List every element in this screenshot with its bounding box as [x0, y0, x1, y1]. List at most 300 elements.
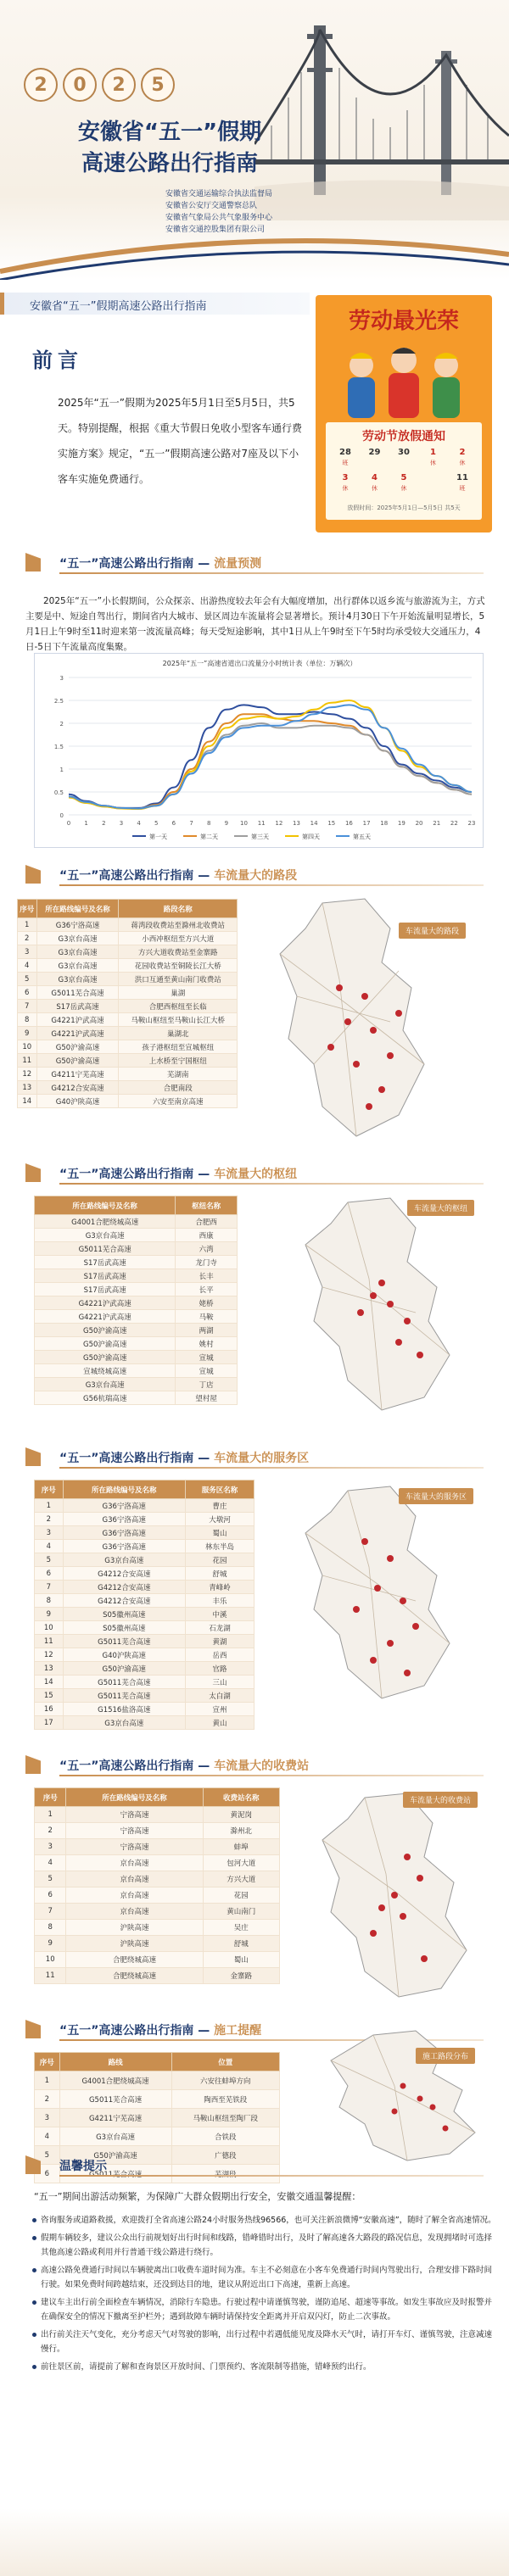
table-row [18, 986, 238, 1000]
table-row [35, 1242, 238, 1256]
section-prefix: “五一”高速公路出行指南 — [59, 1168, 215, 1181]
chart-legend [132, 833, 371, 840]
tip-item: 咨询服务或道路救援，欢迎拨打全省高速公路24小时服务热线96566，也可关注新浪微博“安徽高速”，随时了解全省高速情况。 [32, 2213, 497, 2228]
calendar-day: 3 [342, 473, 349, 482]
table-cell: 7 [18, 1000, 37, 1013]
calendar-mark: 休 [400, 485, 407, 492]
table-cell: 11 [35, 1968, 66, 1984]
section-prefix: “五一”高速公路出行指南 — [59, 557, 215, 571]
section-marker-icon [25, 865, 41, 884]
table-cell: 六湾 [176, 1242, 238, 1256]
section-key: 流量预测 [214, 557, 262, 571]
table-cell: 方兴大道 [203, 1871, 279, 1887]
table-cell: G5011芜合高速 [63, 1676, 185, 1689]
section-marker-icon [25, 1163, 41, 1182]
services-table [34, 1480, 255, 1730]
table-cell: 1 [35, 1499, 64, 1513]
table-cell: 两湖 [176, 1324, 238, 1337]
table-cell: 蜀山 [185, 1526, 254, 1540]
x-tick-label: 2 [102, 820, 106, 827]
table-cell: 吴庄 [203, 1920, 279, 1936]
table-cell: S05徽州高速 [63, 1621, 185, 1635]
table-cell: 望村屋 [176, 1391, 238, 1405]
table-cell: 合铁段 [171, 2127, 279, 2146]
table-cell: 舒城 [203, 1936, 279, 1952]
table-cell: 巢湖北 [119, 1027, 238, 1040]
table-row [18, 1081, 238, 1095]
table-cell: G5011芜合高速 [36, 986, 119, 1000]
section-header-services [25, 1446, 501, 1468]
section-prefix: “五一”高速公路出行指南 — [59, 2024, 215, 2038]
table-cell: 宣城 [176, 1364, 238, 1378]
x-tick-label: 21 [433, 820, 441, 827]
table-cell: G3京台高速 [63, 1716, 185, 1730]
calendar-mark: 休 [430, 460, 436, 466]
table-cell: 龙门寺 [176, 1256, 238, 1269]
table-header: 服务区名称 [185, 1480, 254, 1499]
section-underline [59, 1467, 484, 1469]
flow-chart-svg [35, 654, 484, 849]
services-map [297, 1482, 467, 1703]
table-row [35, 1648, 255, 1662]
map-label: 车流量大的路段 [399, 923, 466, 939]
table-cell: 11 [35, 1635, 64, 1648]
table-row [18, 918, 238, 932]
section-marker-icon [25, 1755, 41, 1774]
table-row [35, 1256, 238, 1269]
table-cell: 太白湖 [185, 1689, 254, 1703]
calendar-title: 劳动节放假通知 [362, 430, 445, 443]
table-row [35, 1540, 255, 1553]
table-cell: G4211宁芜高速 [59, 2109, 171, 2127]
holiday-poster [316, 295, 492, 532]
calendar-row [334, 448, 473, 457]
table-row [35, 1594, 255, 1608]
legend-label: 第三天 [251, 834, 269, 840]
table-cell: G56杭瑞高速 [35, 1391, 176, 1405]
table-cell: 8 [35, 1920, 66, 1936]
section-header-tips [25, 2154, 501, 2176]
x-tick-label: 5 [154, 820, 159, 827]
calendar-mark: 班 [342, 460, 349, 466]
table-header: 所在路线编号及名称 [36, 900, 119, 918]
section-key: 施工提醒 [214, 2024, 262, 2038]
table-row [35, 1337, 238, 1351]
map-label: 车流量大的服务区 [399, 1488, 473, 1504]
x-tick-label: 6 [171, 820, 176, 827]
table-cell: 合肥南段 [119, 1081, 238, 1095]
section-prefix: “五一”高速公路出行指南 — [59, 1452, 215, 1465]
table-cell: 宣城 [176, 1351, 238, 1364]
table-cell: 10 [35, 1621, 64, 1635]
table-cell: G50沪渝高速 [35, 1324, 176, 1337]
table-cell: 马鞍山枢纽至陶厂段 [171, 2109, 279, 2127]
section-banner [0, 293, 310, 315]
table-cell: 青峰岭 [185, 1581, 254, 1594]
section-key: 车流量大的收费站 [214, 1759, 310, 1773]
chart-lines [69, 700, 472, 809]
year-digit: 5 [141, 68, 175, 102]
y-tick-label: 2 [59, 721, 64, 728]
table-cell: 京台高速 [66, 1904, 203, 1920]
table-cell: G50沪渝高速 [35, 1337, 176, 1351]
table-cell: 长平 [176, 1283, 238, 1296]
x-tick-label: 7 [189, 820, 193, 827]
table-cell: 马鞍 [176, 1310, 238, 1324]
table-cell: G40沪陕高速 [63, 1648, 185, 1662]
table-row [35, 1391, 238, 1405]
hubs-map [297, 1194, 467, 1414]
table-row [18, 959, 238, 973]
table-row [18, 1054, 238, 1068]
page-subtitle: 高速公路出行指南 [81, 151, 258, 176]
tips-intro: “五一”期间出游活动频繁，为保障广大群众假期出行安全，安徽交通温馨提醒： [34, 2191, 361, 2202]
table-cell: S17岳武高速 [35, 1269, 176, 1283]
section-header-flow [25, 551, 501, 573]
section-title [59, 1449, 309, 1466]
table-cell: G36宁洛高速 [63, 1513, 185, 1526]
table-cell: 方兴大道收费站至金寨路 [119, 945, 238, 959]
table-cell: S17岳武高速 [35, 1256, 176, 1269]
table-header: 所在路线编号及名称 [66, 1788, 203, 1807]
section-title [59, 867, 297, 884]
table-row [35, 1351, 238, 1364]
table-cell: S17岳武高速 [35, 1283, 176, 1296]
tolls-map [314, 1789, 484, 2001]
table-cell: 6 [35, 2165, 60, 2183]
table-cell: 上水桥至宁国枢纽 [119, 1054, 238, 1068]
x-tick-label: 14 [310, 820, 318, 827]
table-cell: G36宁洛高速 [63, 1526, 185, 1540]
calendar-row-sub [334, 484, 473, 493]
table-cell: G3京台高速 [63, 1553, 185, 1567]
section-title [59, 1165, 297, 1182]
table-cell: 5 [18, 973, 37, 986]
table-cell: 岳西 [185, 1648, 254, 1662]
x-tick-label: 0 [66, 820, 71, 827]
table-row [35, 2127, 280, 2146]
tolls-table [34, 1787, 280, 1984]
chart-title: 2025年“五一”高速省道出口流量分小时统计表（单位：万辆次） [162, 660, 357, 667]
calendar-day: 30 [398, 448, 410, 457]
map-label: 施工路段分布 [416, 2048, 475, 2064]
table-cell: G1516盐洛高速 [63, 1703, 185, 1716]
calendar-day: 28 [339, 448, 351, 457]
table-row [35, 2071, 280, 2090]
table-header: 序号 [35, 1788, 66, 1807]
table-row [35, 1567, 255, 1581]
x-tick-label: 13 [293, 820, 300, 827]
table-row [35, 1936, 280, 1952]
section-header-tolls [25, 1754, 501, 1776]
table-cell: 5 [35, 1553, 64, 1567]
table-row [35, 1526, 255, 1540]
x-tick-label: 15 [327, 820, 336, 827]
table-cell: G5011芜合高速 [59, 2090, 171, 2109]
y-tick-label: 0 [59, 812, 64, 819]
table-row [35, 1635, 255, 1648]
table-cell: G50沪渝高速 [36, 1040, 119, 1054]
table-row [35, 1716, 255, 1730]
table-cell: G5011芜合高速 [63, 1635, 185, 1648]
section-underline [59, 572, 484, 574]
table-cell: G3京台高速 [36, 945, 119, 959]
table-cell: 宣城绕城高速 [35, 1364, 176, 1378]
series-line [69, 705, 472, 808]
table-cell: 花园收费站至铜陵长江大桥 [119, 959, 238, 973]
table-cell: 蒋湾段收费站至滁州北收费站 [119, 918, 238, 932]
table-cell: 9 [35, 1936, 66, 1952]
table-cell: 1 [35, 2071, 60, 2090]
table-cell: 黄湖 [185, 1635, 254, 1648]
table-cell: 丁店 [176, 1378, 238, 1391]
table-cell: 六安往蚌埠方向 [171, 2071, 279, 2090]
table-cell: G4221沪武高速 [35, 1310, 176, 1324]
section-key: 车流量大的服务区 [214, 1452, 310, 1465]
calendar-mark [422, 484, 445, 493]
table-cell: 宁洛高速 [66, 1839, 203, 1855]
x-tick-label: 16 [344, 820, 353, 827]
calendar-day: 11 [456, 473, 468, 482]
roads-table [17, 899, 238, 1108]
decorative-swoosh [0, 229, 509, 280]
table-cell: 3 [35, 1839, 66, 1855]
table-row [35, 1703, 255, 1716]
table-row [35, 1269, 238, 1283]
table-row [35, 1229, 238, 1242]
legend-label: 第五天 [353, 834, 371, 840]
table-header: 序号 [35, 2053, 60, 2071]
table-cell: G36宁洛高速 [63, 1499, 185, 1513]
tip-item: 前往景区前，请提前了解和查询景区开放时间、门票预约、客流限制等措施，错峰预约出行。 [32, 2360, 497, 2374]
table-cell: 合肥绕城高速 [66, 1968, 203, 1984]
x-tick-label: 18 [380, 820, 389, 827]
table-row [35, 1215, 238, 1229]
table-row [35, 1839, 280, 1855]
y-tick-label: 0.5 [53, 789, 64, 796]
table-cell: 包河大道 [203, 1855, 279, 1871]
table-row [35, 1904, 280, 1920]
table-cell: 8 [18, 1013, 37, 1027]
table-cell: 4 [35, 2127, 60, 2146]
table-row [18, 1000, 238, 1013]
table-cell: 8 [35, 1594, 64, 1608]
table-cell: 13 [18, 1081, 37, 1095]
table-cell: 西康 [176, 1229, 238, 1242]
table-row [35, 1499, 255, 1513]
table-row [18, 1040, 238, 1054]
table-cell: G4212合安高速 [63, 1594, 185, 1608]
year-digit: 2 [102, 68, 136, 102]
table-row [35, 1364, 238, 1378]
section-underline [59, 1183, 484, 1185]
table-row [35, 1513, 255, 1526]
x-tick-label: 23 [467, 820, 476, 827]
table-row [18, 1027, 238, 1040]
x-tick-label: 4 [137, 820, 141, 827]
table-cell: G3京台高速 [36, 973, 119, 986]
table-cell: 舒城 [185, 1567, 254, 1581]
calendar-day: 5 [400, 473, 407, 482]
table-cell: 黄山 [185, 1716, 254, 1730]
y-tick-label: 2.5 [53, 698, 64, 705]
table-cell: 长丰 [176, 1269, 238, 1283]
table-cell: 京台高速 [66, 1855, 203, 1871]
table-cell: 姚村 [176, 1337, 238, 1351]
section-header-roads [25, 863, 501, 885]
flow-chart [34, 653, 484, 848]
calendar-day: 1 [430, 448, 436, 457]
table-cell: 2 [18, 932, 37, 945]
page-title: 安徽省“五一”假期 [77, 120, 262, 145]
section-marker-icon [25, 2020, 41, 2038]
table-cell: 11 [18, 1054, 37, 1068]
x-tick-label: 8 [206, 820, 211, 827]
table-row [35, 1887, 280, 1904]
map-label: 车流量大的收费站 [403, 1792, 478, 1808]
calendar-day: 4 [372, 473, 378, 482]
foreword-text: 2025年“五一”假期为2025年5月1日至5月5日，共5天。特别提醒，根据《重大节假日免收小型客车通行费实施方案》规定，“五一”假期高速公路对7座及以下小客车实施免费通行。 [58, 397, 303, 485]
table-cell: 6 [18, 986, 37, 1000]
table-cell: 6 [35, 1887, 66, 1904]
legend-label: 第二天 [200, 834, 218, 840]
table-cell: 滁州北 [203, 1823, 279, 1839]
table-cell: G50沪渝高速 [35, 1351, 176, 1364]
table-row [35, 1378, 238, 1391]
issuer: 安徽省交通控股集团有限公司 [165, 226, 266, 234]
section-title [59, 2021, 261, 2038]
table-cell: 芜湖南 [119, 1068, 238, 1081]
table-cell: 小西冲枢纽至方兴大道 [119, 932, 238, 945]
calendar-mark: 班 [459, 485, 466, 492]
table-cell: 10 [18, 1040, 37, 1054]
table-cell: G40沪陕高速 [36, 1095, 119, 1108]
table-cell: 黄山南门 [203, 1904, 279, 1920]
section-key: 车流量大的枢纽 [214, 1168, 298, 1181]
calendar-day [422, 473, 445, 482]
table-cell: 花园 [203, 1887, 279, 1904]
year-row [24, 68, 175, 102]
table-cell: 官路 [185, 1662, 254, 1676]
table-cell: 沪陕高速 [66, 1920, 203, 1936]
table-cell: 林东半岛 [185, 1540, 254, 1553]
table-row [35, 1855, 280, 1871]
table-cell: 洪口互通至黄山南门收费站 [119, 973, 238, 986]
table-cell: 4 [18, 959, 37, 973]
table-cell: 蚌埠 [203, 1839, 279, 1855]
table-cell: 14 [18, 1095, 37, 1108]
table-cell: 10 [35, 1952, 66, 1968]
table-header: 所在路线编号及名称 [35, 1196, 176, 1215]
section-underline [59, 884, 484, 886]
table-cell: 广德段 [171, 2146, 279, 2165]
section-marker-icon [25, 1447, 41, 1466]
y-tick-label: 1 [59, 767, 64, 773]
section-title [59, 555, 261, 572]
calendar-mark [393, 459, 415, 467]
table-cell: G4221沪武高速 [36, 1027, 119, 1040]
table-cell: 黄泥岗 [203, 1807, 279, 1823]
table-cell: 宁洛高速 [66, 1823, 203, 1839]
calendar-mark: 休 [342, 485, 349, 492]
table-row [35, 1581, 255, 1594]
table-cell: 13 [35, 1662, 64, 1676]
table-cell: 沪陕高速 [66, 1936, 203, 1952]
chart-y-ticks [54, 675, 64, 819]
table-row [35, 1920, 280, 1936]
table-row [18, 973, 238, 986]
table-row [35, 1823, 280, 1839]
table-row [35, 1952, 280, 1968]
table-row [18, 1095, 238, 1108]
table-cell: 3 [35, 2109, 60, 2127]
table-cell: G3京台高速 [59, 2127, 171, 2146]
table-cell: G4221沪武高速 [36, 1013, 119, 1027]
table-cell: 7 [35, 1581, 64, 1594]
table-cell: G36宁洛高速 [63, 1540, 185, 1553]
table-cell: 花园 [185, 1553, 254, 1567]
table-row [35, 1807, 280, 1823]
table-row [18, 1013, 238, 1027]
table-cell: G50沪渝高速 [36, 1054, 119, 1068]
chart-x-ticks [67, 820, 476, 827]
table-cell: 3 [35, 1526, 64, 1540]
table-cell: 马鞍山枢纽至马鞍山长江大桥 [119, 1013, 238, 1027]
table-cell: G3京台高速 [36, 959, 119, 973]
table-cell: 15 [35, 1689, 64, 1703]
y-tick-label: 1.5 [53, 744, 64, 750]
table-row [18, 932, 238, 945]
year-digit: 2 [24, 68, 58, 102]
x-tick-label: 17 [362, 820, 371, 827]
table-header: 枢纽名称 [176, 1196, 238, 1215]
calendar-mark [364, 459, 386, 467]
table-row [35, 2109, 280, 2127]
calendar-row-sub [334, 459, 473, 467]
table-cell: G36宁洛高速 [36, 918, 119, 932]
table-row [35, 1296, 238, 1310]
table-cell: 京台高速 [66, 1871, 203, 1887]
calendar-day: 29 [368, 448, 381, 457]
table-cell: 1 [35, 1807, 66, 1823]
table-row [18, 1068, 238, 1081]
table-cell: 蜀山 [203, 1952, 279, 1968]
foreword-title: 前言 [32, 348, 83, 372]
table-cell: 9 [18, 1027, 37, 1040]
table-cell: 丰乐 [185, 1594, 254, 1608]
table-header: 位置 [171, 2053, 279, 2071]
legend-label: 第一天 [149, 834, 167, 840]
table-row [35, 1676, 255, 1689]
table-cell: 3 [18, 945, 37, 959]
table-cell: 金寨路 [203, 1968, 279, 1984]
table-row [35, 1324, 238, 1337]
tip-item: 高速公路免费通行时间以车辆驶离出口收费车道时间为准。车主不必刻意在小客车免费通行时间内驾驶出行，合理安排下路时间行驶。如果免费时间跨越结束，还没到达目的地，建议从附近出口下高速，重新上高速。 [32, 2263, 497, 2292]
section-key: 车流量大的路段 [214, 869, 298, 883]
table-row [35, 1968, 280, 1984]
x-tick-label: 9 [224, 820, 229, 827]
table-cell: G4211宁芜高速 [36, 1068, 119, 1081]
x-tick-label: 11 [257, 820, 266, 827]
table-cell: 17 [35, 1716, 64, 1730]
issuer: 安徽省交通运输综合执法监督局 [165, 190, 273, 198]
calendar-note: 放假时间：2025年5月1日—5月5日 共5天 [347, 505, 461, 511]
table-cell: 石龙湖 [185, 1621, 254, 1635]
tip-item: 建议车主出行前全面检查车辆情况，消除行车隐患。行驶过程中请谨慎驾驶，谨防追尾、超速等事故。如发生事故应及时报警并在确保安全的情况下撤离至护栏外；遇到故障车辆时请保持安全距离并开启双闪灯，防止二次事故。 [32, 2295, 497, 2324]
table-cell: G4001合肥绕城高速 [59, 2071, 171, 2090]
table-row [35, 1871, 280, 1887]
table-cell: G50沪渝高速 [63, 1662, 185, 1676]
